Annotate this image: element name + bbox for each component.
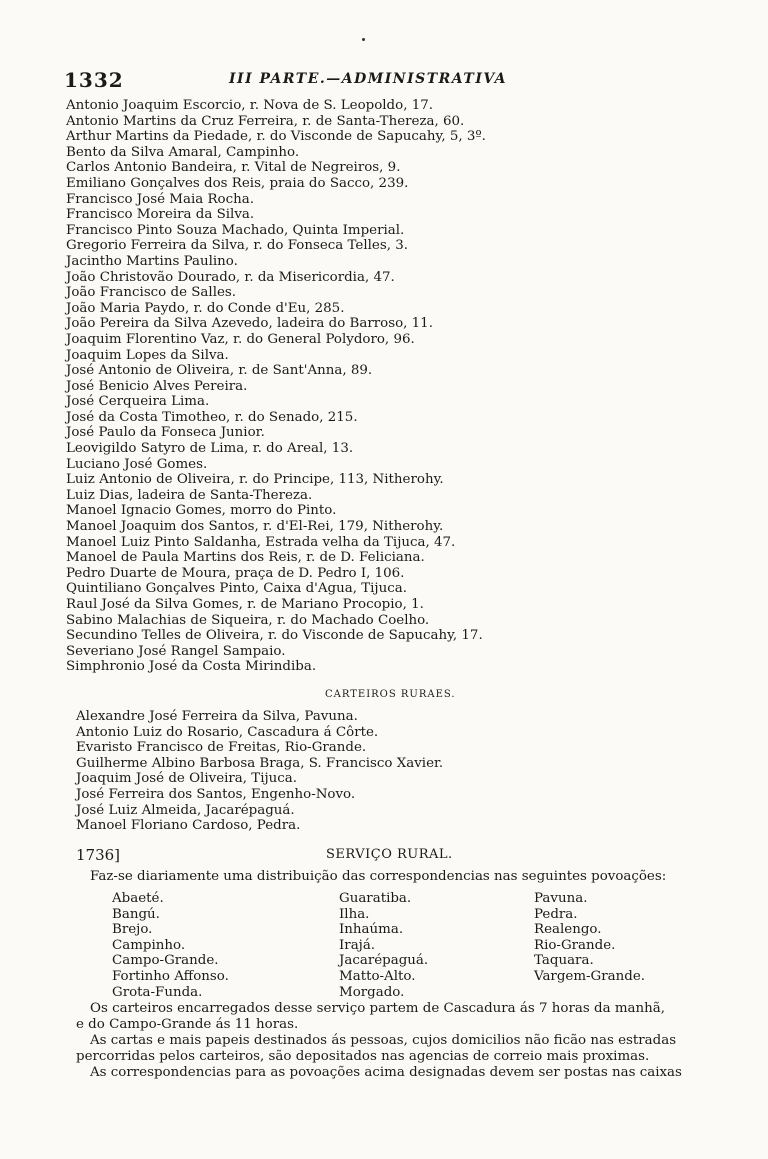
paragraph-line: Os carteiros encarregados desse serviço partem de Cascadura ás 7 horas da manhã,: [90, 1001, 665, 1016]
povoacoes-column-3: [534, 891, 645, 985]
list-item: Abaeté.: [112, 891, 164, 906]
list-item: Arthur Martins da Piedade, r. do Visconde de Sapucahy, 5, 3º.: [66, 129, 486, 145]
section-number: 1736]: [76, 846, 121, 864]
list-item: Brejo.: [112, 922, 153, 938]
list-item: Irajá.: [339, 937, 376, 953]
printer-mark: [362, 38, 365, 41]
list-item: Francisco Moreira da Silva.: [66, 207, 255, 223]
page-number: 1332: [64, 68, 124, 92]
list-item: Quintiliano Gonçalves Pinto, Caixa d'Agua, Tijuca.: [66, 581, 407, 597]
list-item: Guaratiba.: [339, 891, 412, 906]
list-item: Antonio Luiz do Rosario, Cascadura á Côrte.: [76, 724, 379, 740]
list-item: Evaristo Francisco de Freitas, Rio-Grande.: [76, 740, 367, 756]
list-item: Luciano José Gomes.: [66, 456, 208, 472]
list-item: José da Costa Timotheo, r. do Senado, 215.: [66, 409, 358, 425]
list-item: Ilha.: [339, 906, 370, 922]
list-item: Pedro Duarte de Moura, praça de D. Pedro I, 106.: [66, 565, 405, 581]
list-item: Carlos Antonio Bandeira, r. Vital de Negreiros, 9.: [66, 160, 401, 176]
list-item: Taquara.: [534, 953, 594, 969]
list-item: Manoel Floriano Cardoso, Pedra.: [76, 818, 301, 834]
list-item: Jacarépaguá.: [339, 953, 429, 969]
list-item: Grota-Funda.: [112, 984, 203, 1000]
list-item: Joaquim Florentino Vaz, r. do General Polydoro, 96.: [66, 331, 415, 347]
list-item: Leovigildo Satyro de Lima, r. do Areal, 13.: [66, 441, 354, 457]
list-item: Campinho.: [112, 937, 186, 953]
list-item: João Christovão Dourado, r. da Misericordia, 47.: [66, 269, 395, 285]
list-item: Simphronio José da Costa Mirindiba.: [66, 659, 317, 675]
list-item: Morgado.: [339, 984, 405, 1000]
list-item: Severiano José Rangel Sampaio.: [66, 643, 286, 659]
list-item: Pavuna.: [534, 891, 588, 906]
section-intro: Faz-se diariamente uma distribuição das correspondencias nas seguintes povoações:: [90, 869, 667, 884]
list-item: Alexandre José Ferreira da Silva, Pavuna.: [76, 709, 358, 724]
list-item: Emiliano Gonçalves dos Reis, praia do Sacco, 239.: [66, 175, 409, 191]
list-item: Antonio Martins da Cruz Ferreira, r. de Santa-Thereza, 60.: [66, 113, 465, 129]
list-item: Luiz Antonio de Oliveira, r. do Principe, 113, Nitherohy.: [66, 472, 444, 488]
list-item: Realengo.: [534, 922, 602, 938]
list-item: Gregorio Ferreira da Silva, r. do Fonseca Telles, 3.: [66, 238, 408, 254]
list-item: Secundino Telles de Oliveira, r. do Visconde de Sapucahy, 17.: [66, 628, 483, 644]
list-item: Vargem-Grande.: [534, 968, 646, 984]
list-item: Francisco Pinto Souza Machado, Quinta Imperial.: [66, 222, 405, 238]
list-item: José Cerqueira Lima.: [66, 394, 210, 410]
list-item: Guilherme Albino Barbosa Braga, S. Francisco Xavier.: [76, 755, 444, 771]
list-item: José Ferreira dos Santos, Engenho-Novo.: [76, 786, 356, 802]
carteiros-ruraes-list: [76, 709, 726, 834]
list-item: Manoel de Paula Martins dos Reis, r. de D. Feliciana.: [66, 550, 425, 566]
list-item: Inhaúma.: [339, 922, 404, 938]
povoacoes-column-2: [339, 891, 428, 1000]
list-item: Bangú.: [112, 906, 160, 922]
list-item: José Luiz Almeida, Jacarépaguá.: [76, 802, 295, 818]
list-item: João Pereira da Silva Azevedo, ladeira do Barroso, 11.: [66, 316, 433, 332]
running-title: III PARTE.—ADMINISTRATIVA: [229, 71, 508, 87]
carteiros-list: [66, 98, 726, 675]
list-item: Jacintho Martins Paulino.: [66, 253, 238, 269]
list-item: Fortinho Affonso.: [112, 968, 229, 984]
list-item: Francisco José Maia Rocha.: [66, 191, 254, 207]
section-title: SERVIÇO RURAL.: [326, 847, 453, 862]
list-item: Manoel Luiz Pinto Saldanha, Estrada velha da Tijuca, 47.: [66, 534, 456, 550]
list-item: Sabino Malachias de Siqueira, r. do Machado Coelho.: [66, 612, 430, 628]
list-item: João Francisco de Salles.: [66, 285, 237, 301]
list-item: Joaquim José de Oliveira, Tijuca.: [76, 771, 298, 787]
list-item: Luiz Dias, ladeira de Santa-Thereza.: [66, 487, 313, 503]
list-item: Joaquim Lopes da Silva.: [66, 347, 229, 363]
list-item: José Benicio Alves Pereira.: [66, 378, 248, 394]
list-item: Raul José da Silva Gomes, r. de Mariano Procopio, 1.: [66, 597, 424, 612]
list-item: Manoel Ignacio Gomes, morro do Pinto.: [66, 503, 337, 519]
list-item: Campo-Grande.: [112, 953, 219, 969]
rural-carriers-heading: CARTEIROS RURAES.: [325, 689, 456, 700]
paragraph-line: As cartas e mais papeis destinados ás pessoas, cujos domicilios não ficão nas estradas: [90, 1033, 677, 1048]
paragraph-line: As correspondencias para as povoações acima designadas devem ser postas nas caixas: [90, 1065, 682, 1080]
paragraph-line: e do Campo-Grande ás 11 horas.: [76, 1017, 299, 1032]
list-item: José Paulo da Fonseca Junior.: [66, 425, 265, 441]
list-item: Rio-Grande.: [534, 937, 616, 953]
list-item: João Maria Paydo, r. do Conde d'Eu, 285.: [66, 300, 345, 316]
list-item: Bento da Silva Amaral, Campinho.: [66, 144, 300, 160]
povoacoes-column-1: [112, 891, 229, 1000]
list-item: Antonio Joaquim Escorcio, r. Nova de S. Leopoldo, 17.: [66, 98, 433, 113]
list-item: José Antonio de Oliveira, r. de Sant'Anna, 89.: [66, 363, 373, 379]
list-item: Manoel Joaquim dos Santos, r. d'El-Rei, 179, Nitherohy.: [66, 519, 444, 535]
paragraph-line: percorridas pelos carteiros, são depositados nas agencias de correio mais proximas.: [76, 1049, 650, 1064]
list-item: Pedra.: [534, 906, 578, 922]
page-header: [64, 68, 714, 92]
list-item: Matto-Alto.: [339, 968, 416, 984]
